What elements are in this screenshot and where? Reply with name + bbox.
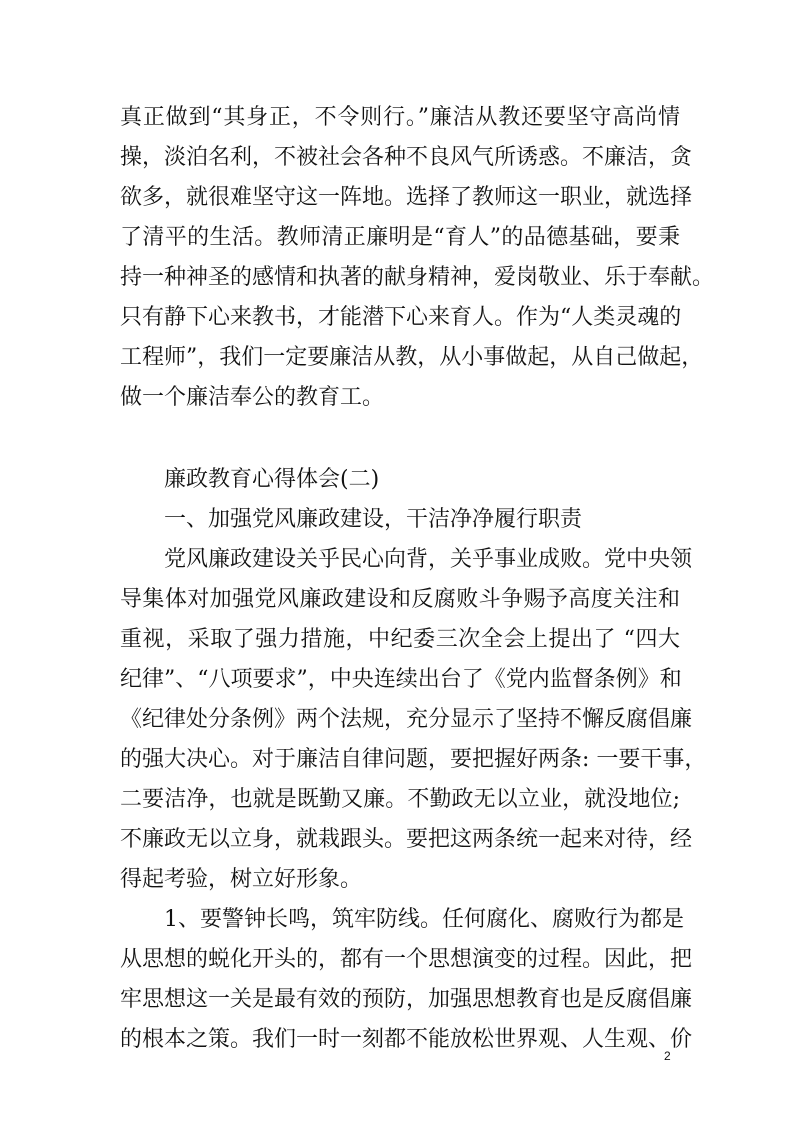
paragraph-line: 不廉政无以立身，就栽跟头。要把这两条统一起来对待，经 (120, 827, 693, 852)
paragraph-line: 纪律”、“八项要求”，中央连续出台了《党内监督条例》和 (120, 667, 682, 692)
paragraph-line: 牢思想这一关是最有效的预防，加强思想教育也是反腐倡廉 (120, 987, 693, 1012)
paragraph-line: 重视，采取了强力措施，中纪委三次全会上提出了 “四大 (120, 627, 680, 652)
paragraph-line: 持一种神圣的感情和执著的献身精神，爱岗敬业、乐于奉献。 (120, 265, 715, 290)
paragraph-line: 的根本之策。我们一时一刻都不能放松世界观、人生观、价 (120, 1027, 693, 1052)
paragraph-line: 从思想的蜕化开头的，都有一个思想演变的过程。因此，把 (120, 947, 693, 972)
subheading: 一、加强党风廉政建设，干洁净净履行职责 (164, 507, 583, 532)
page-number: 2 (664, 1049, 671, 1063)
section-title: 廉政教育心得体会(二) (164, 467, 380, 492)
paragraph-line: 工程师”，我们一定要廉洁从教，从小事做起，从自己做起， (120, 345, 704, 370)
paragraph-line: 得起考验，树立好形象。 (120, 867, 363, 892)
paragraph-line: 《纪律处分条例》两个法规，充分显示了坚持不懈反腐倡廉 (120, 707, 693, 732)
paragraph-line: 1、要警钟长鸣，筑牢防线。任何腐化、腐败行为都是 (164, 907, 684, 932)
paragraph-line: 党风廉政建设关乎民心向背，关乎事业成败。党中央领 (164, 547, 693, 572)
paragraph-line: 二要洁净，也就是既勤又廉。不勤政无以立业，就没地位; (120, 787, 680, 812)
paragraph-line: 导集体对加强党风廉政建设和反腐败斗争赐予高度关注和 (120, 587, 680, 612)
paragraph-line: 欲多，就很难坚守这一阵地。选择了教师这一职业，就选择 (120, 185, 693, 210)
paragraph-line: 只有静下心来教书，才能潜下心来育人。作为“人类灵魂的 (120, 305, 682, 330)
paragraph-line: 操，淡泊名利，不被社会各种不良风气所诱惑。不廉洁，贪 (120, 145, 693, 170)
paragraph-line: 了清平的生活。教师清正廉明是“育人”的品德基础，要秉 (120, 225, 680, 250)
paragraph-line: 做一个廉洁奉公的教育工。 (120, 385, 385, 410)
paragraph-line: 的强大决心。对于廉洁自律问题，要把握好两条: 一要干事， (120, 747, 707, 772)
paragraph-line: 真正做到“其身正，不令则行。”廉洁从教还要坚守高尚情 (120, 105, 680, 130)
